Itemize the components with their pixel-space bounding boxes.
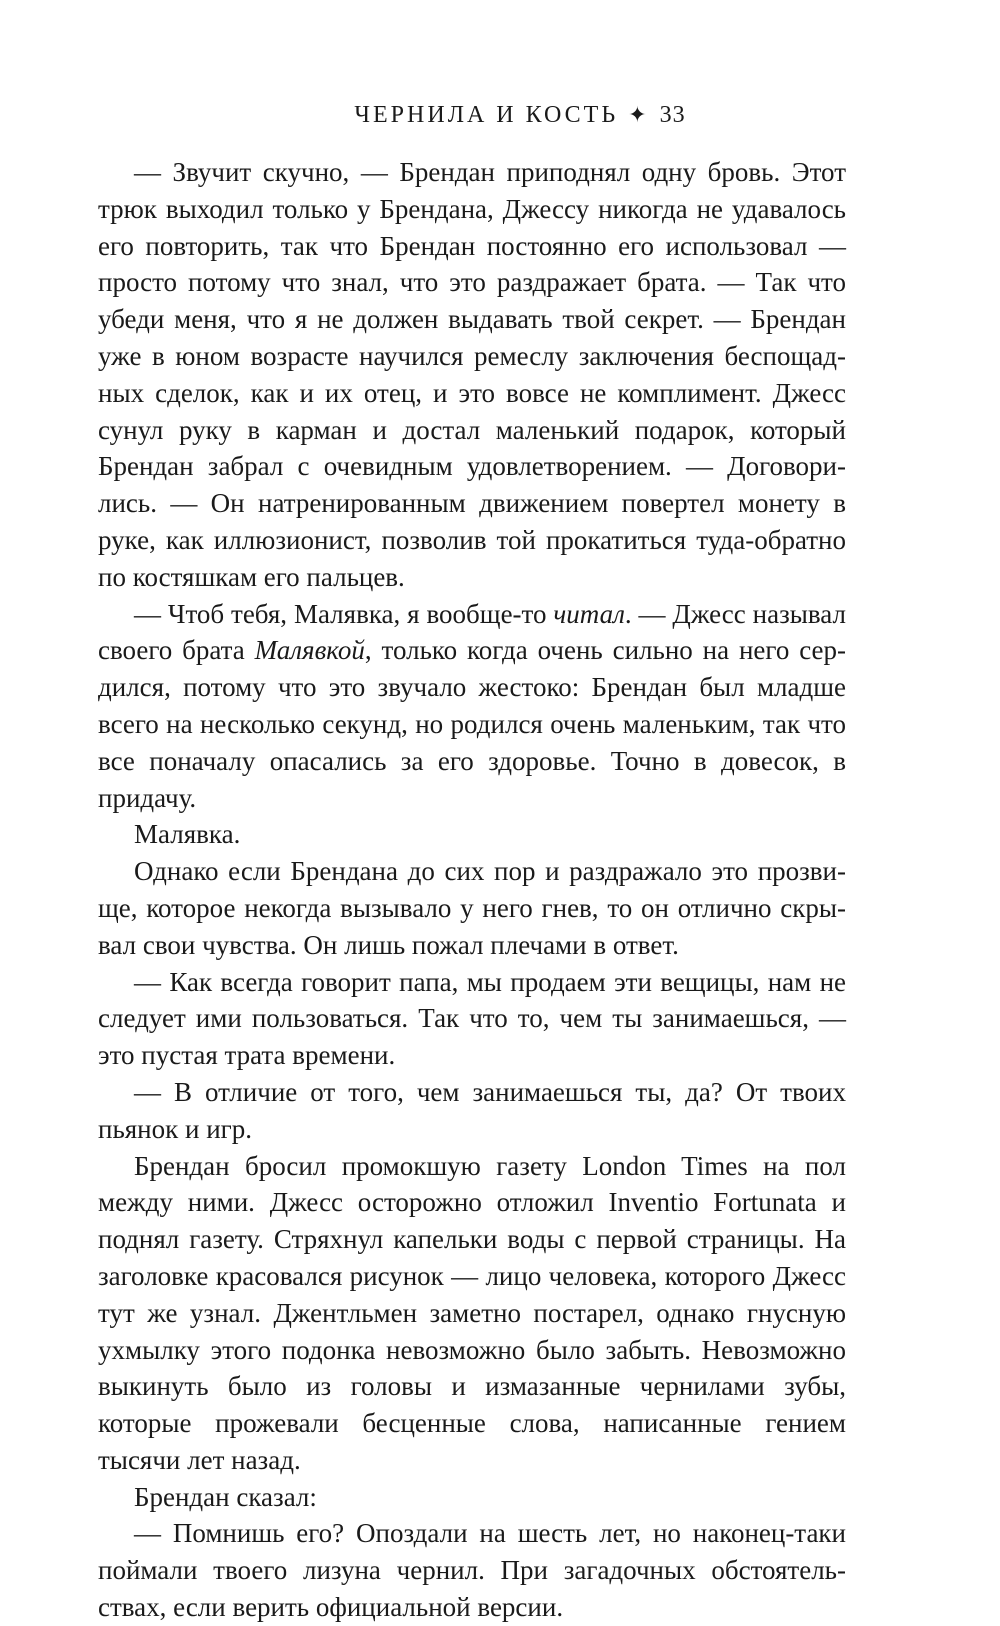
- book-title: ЧЕРНИЛА И КОСТЬ: [354, 102, 619, 128]
- running-head: [0, 99, 1000, 131]
- body-text: [98, 154, 846, 1626]
- text-run: . — Джесс называл своего брата: [98, 598, 846, 666]
- paragraph: — Помнишь его? Опоздали на шесть лет, но наконец-таки поймали твоего лизуна чернил. При загадочных обстоятельствах, если верить официальной версии.: [98, 1518, 846, 1623]
- paragraph: — В отличие от того, чем занимаешься ты, да? От твоих пьянок и игр.: [98, 1076, 846, 1144]
- paragraph: [98, 596, 846, 817]
- paragraph: Однако если Брендана до сих пор и раздражало это прозвище, которое некогда вызывало у него гнев, то он отлично скрывал свои чувства. Он лишь пожал плечами в ответ.: [98, 856, 846, 960]
- text-run: , только когда очень сильно на него сердился, потому что это звучало жестоко: Брендан был младше всего на несколько секунд, но родился очень маленьким, так что все поначалу опасались за его здоровье. Точно в довесок, в придачу.: [98, 635, 846, 813]
- italic-word: читал: [553, 598, 625, 629]
- paragraph: Малявка.: [134, 819, 241, 850]
- italic-word: Малявкой: [254, 635, 365, 666]
- page-number: 33: [659, 102, 686, 128]
- paragraph: Брендан сказал:: [134, 1481, 317, 1512]
- text-run: — Чтоб тебя, Малявка, я вообще-то: [134, 598, 554, 629]
- star-ornament-icon: ✦: [628, 102, 650, 127]
- paragraph: Брендан бросил промокшую газету London Times на пол между ними. Джесс осторожно отложил Inventio Fortunata и поднял газету. Стряхнул капельки воды с первой страницы. На заголовке красовался рисунок — лицо человека, которого Джесс тут же узнал. Джентльмен заметно постарел, однако гнусную ухмылку этого подонка невозможно было забыть. Невозможно выкинуть было из головы и измазанные чернилами зубы, которые прожевали бесценные слова, написанные гением тысячи лет назад.: [98, 1150, 846, 1475]
- paragraph: — Как всегда говорит папа, мы продаем эти вещицы, нам не следует ими пользоваться. Так что то, чем ты занимаешься, — это пустая трата времени.: [98, 966, 846, 1071]
- paragraph: — Звучит скучно, — Брендан приподнял одну бровь. Этот трюк выходил только у Брендана, Джессу никогда не удавалось его повторить, так что Брендан постоянно его использовал — просто потому что знал, что это раздражает брата. — Так что убеди меня, что я не должен выдавать твой секрет. — Брендан уже в юном возрасте научился ремеслу заключения беспощадных сделок, как и их отец, и это вовсе не комплимент. Джесс сунул руку в карман и достал маленький подарок, который Брендан забрал с очевидным удовлетворением. — Договорились. — Он натренированным движением повертел монету в руке, как иллюзионист, позволив той прокатиться туда-обратно по костяшкам его пальцев.: [98, 157, 846, 592]
